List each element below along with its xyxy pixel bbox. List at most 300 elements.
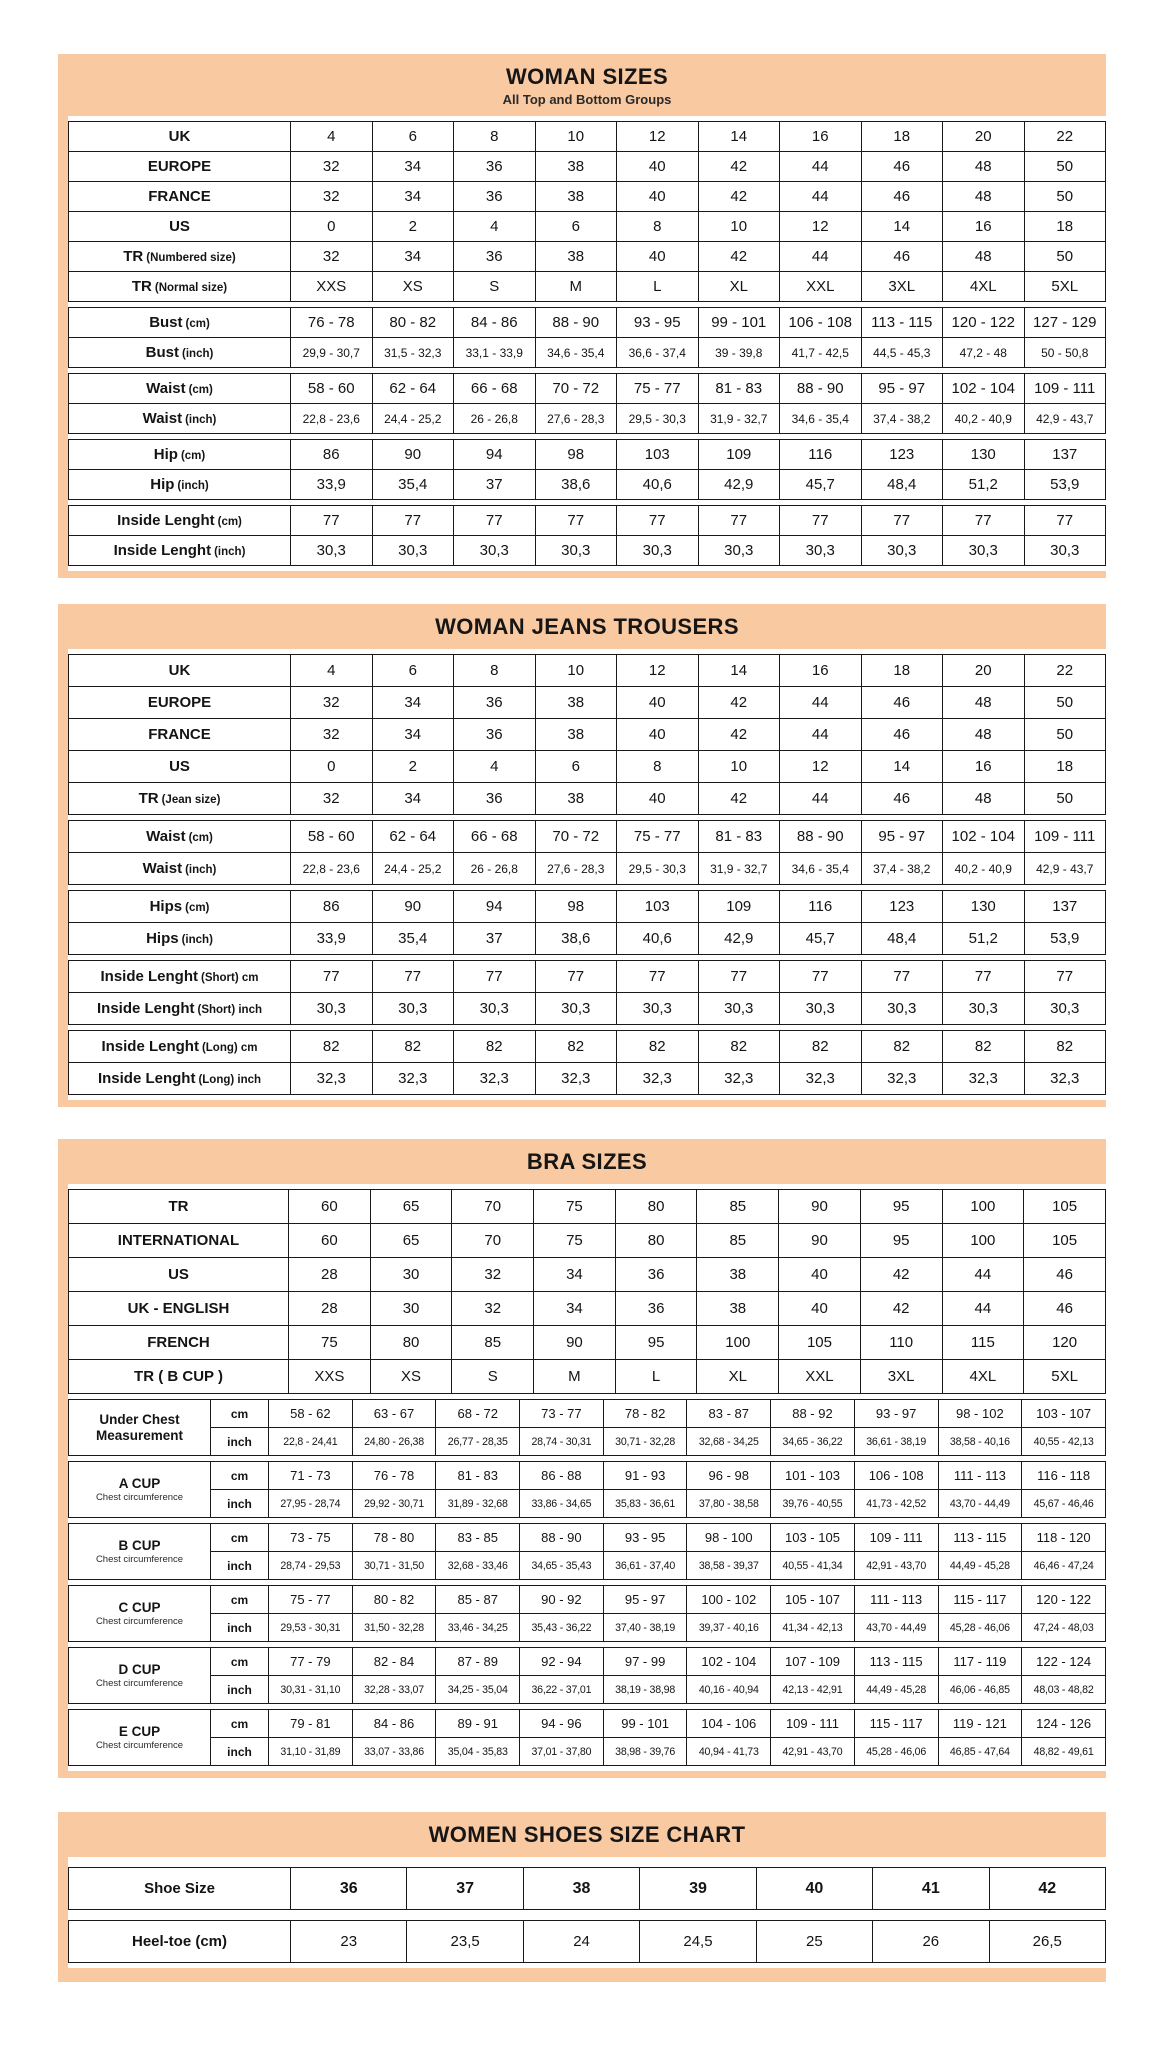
value-cell: 0 <box>291 212 373 242</box>
value-cell: 75 <box>534 1190 616 1224</box>
value-cell: 73 - 75 <box>269 1524 353 1552</box>
value-cell: 34 <box>372 783 454 815</box>
value-cell: 30,3 <box>943 536 1025 566</box>
value-cell: 111 - 113 <box>938 1462 1022 1490</box>
value-cell: 77 <box>1024 506 1106 536</box>
value-cell: 30,3 <box>535 536 617 566</box>
value-cell: 130 <box>943 440 1025 470</box>
value-cell: 38 <box>535 783 617 815</box>
value-cell: 41,7 - 42,5 <box>780 338 862 368</box>
value-cell: 30,3 <box>861 536 943 566</box>
value-cell: 12 <box>617 655 699 687</box>
row-label <box>69 993 291 1025</box>
value-cell: 16 <box>943 751 1025 783</box>
row-label <box>69 1031 291 1063</box>
value-cell: 81 - 83 <box>698 374 780 404</box>
value-cell: 30,3 <box>1024 536 1106 566</box>
bra-sizes-table-content <box>68 1139 1106 1778</box>
table-row <box>69 1428 1106 1456</box>
value-cell: 98 <box>535 440 617 470</box>
value-cell: 34,25 - 35,04 <box>436 1676 520 1704</box>
value-cell: 85 <box>697 1190 779 1224</box>
value-cell: 39,37 - 40,16 <box>687 1614 771 1642</box>
row-group-label-note: Chest circumference <box>95 1740 184 1752</box>
row-label-text: Inside Lenght <box>101 1037 199 1055</box>
value-cell: 38 <box>535 687 617 719</box>
table-row <box>69 1031 1106 1063</box>
table-row <box>69 536 1106 566</box>
row-group-label-note: Chest circumference <box>95 1554 184 1566</box>
value-cell: 77 <box>698 506 780 536</box>
value-cell: 75 - 77 <box>269 1586 353 1614</box>
value-cell: 10 <box>698 751 780 783</box>
value-cell: 22,8 - 23,6 <box>291 853 373 885</box>
value-cell: 6 <box>535 751 617 783</box>
row-group-label <box>69 1586 211 1642</box>
bust-rows <box>68 307 1106 368</box>
value-cell: 80 <box>615 1190 697 1224</box>
value-cell: 40,55 - 42,13 <box>1022 1428 1106 1456</box>
value-cell: 4XL <box>943 272 1025 302</box>
table-row <box>69 122 1106 152</box>
value-cell: 50 <box>1024 182 1106 212</box>
unit-cell: cm <box>211 1462 269 1490</box>
value-cell: 23 <box>291 1921 407 1963</box>
row-label <box>69 961 291 993</box>
value-cell: 71 - 73 <box>269 1462 353 1490</box>
value-cell: 48,03 - 48,82 <box>1022 1676 1106 1704</box>
value-cell: 42 <box>698 687 780 719</box>
value-cell: 75 <box>289 1326 371 1360</box>
value-cell: 42 <box>989 1868 1105 1910</box>
value-cell: 30,3 <box>943 993 1025 1025</box>
value-cell: 75 <box>534 1224 616 1258</box>
table-row <box>69 1490 1106 1518</box>
row-label-note: (inch) <box>182 347 214 360</box>
table-row <box>69 242 1106 272</box>
value-cell: 34,6 - 35,4 <box>535 338 617 368</box>
row-label <box>69 404 291 434</box>
value-cell: 16 <box>943 212 1025 242</box>
accent-stripe-left <box>58 1139 68 1778</box>
row-label-text: Shoe Size <box>144 1879 215 1897</box>
value-cell: 32,3 <box>291 1063 373 1095</box>
row-label-text: INTERNATIONAL <box>117 1231 240 1249</box>
value-cell: 24,4 - 25,2 <box>372 853 454 885</box>
row-label-text: TR <box>168 1197 189 1215</box>
value-cell: 31,9 - 32,7 <box>698 404 780 434</box>
row-group-label-note: Chest circumference <box>95 1616 184 1628</box>
value-cell: 41,73 - 42,52 <box>854 1490 938 1518</box>
row-label <box>69 1326 289 1360</box>
value-cell: 58 - 60 <box>291 374 373 404</box>
value-cell: 44 <box>780 182 862 212</box>
value-cell: 43,70 - 44,49 <box>854 1614 938 1642</box>
row-label <box>69 1292 289 1326</box>
value-cell: 31,50 - 32,28 <box>352 1614 436 1642</box>
value-cell: 38,6 <box>535 470 617 500</box>
table-row <box>69 182 1106 212</box>
value-cell: 24,4 - 25,2 <box>372 404 454 434</box>
row-label-text: Inside Lenght <box>100 967 198 985</box>
value-cell: 20 <box>943 655 1025 687</box>
value-cell: 85 <box>452 1326 534 1360</box>
value-cell: 42,9 - 43,7 <box>1024 853 1106 885</box>
value-cell: 45,28 - 46,06 <box>938 1614 1022 1642</box>
value-cell: 90 - 92 <box>520 1586 604 1614</box>
value-cell: 115 - 117 <box>938 1586 1022 1614</box>
row-label-text: Hips <box>149 897 183 915</box>
table-row <box>69 338 1106 368</box>
value-cell: 104 - 106 <box>687 1710 771 1738</box>
value-cell: 30 <box>370 1292 452 1326</box>
row-label-text: US <box>168 1265 189 1283</box>
value-cell: 22 <box>1024 122 1106 152</box>
table-row <box>69 308 1106 338</box>
value-cell: 46 <box>861 152 943 182</box>
jean-waist-rows <box>68 820 1106 885</box>
row-label-note: (Numbered size) <box>146 251 236 264</box>
value-cell: S <box>454 272 536 302</box>
value-cell: 30,3 <box>617 536 699 566</box>
row-label-text: Hip <box>150 475 175 493</box>
accent-stripe-left <box>58 604 68 1107</box>
value-cell: L <box>615 1360 697 1394</box>
value-cell: 90 <box>372 440 454 470</box>
value-cell: 30,71 - 32,28 <box>603 1428 687 1456</box>
value-cell: 53,9 <box>1024 923 1106 955</box>
value-cell: 47,24 - 48,03 <box>1022 1614 1106 1642</box>
table-row <box>69 1326 1106 1360</box>
row-label-note: (cm) <box>188 831 213 844</box>
value-cell: 43,70 - 44,49 <box>938 1490 1022 1518</box>
row-label-text: UK - ENGLISH <box>127 1299 230 1317</box>
value-cell: 32,3 <box>698 1063 780 1095</box>
shoe-size-row <box>68 1867 1106 1910</box>
value-cell: 36 <box>615 1258 697 1292</box>
value-cell: 98 - 100 <box>687 1524 771 1552</box>
value-cell: 66 - 68 <box>454 821 536 853</box>
value-cell: 93 - 95 <box>617 308 699 338</box>
unit-cell: inch <box>211 1490 269 1518</box>
value-cell: 36 <box>291 1868 407 1910</box>
value-cell: 95 <box>860 1224 942 1258</box>
value-cell: 44,5 - 45,3 <box>861 338 943 368</box>
value-cell: 35,43 - 36,22 <box>520 1614 604 1642</box>
value-cell: 100 - 102 <box>687 1586 771 1614</box>
value-cell: 77 <box>861 961 943 993</box>
value-cell: 45,28 - 46,06 <box>854 1738 938 1766</box>
table-title: WOMEN SHOES SIZE CHART <box>428 1822 746 1847</box>
value-cell: 30,3 <box>698 993 780 1025</box>
value-cell: 30,3 <box>454 993 536 1025</box>
value-cell: 34,6 - 35,4 <box>780 404 862 434</box>
value-cell: 99 - 101 <box>698 308 780 338</box>
hip-rows <box>68 439 1106 500</box>
inside-length-rows <box>68 505 1106 566</box>
table-row <box>69 404 1106 434</box>
value-cell: 95 - 97 <box>861 821 943 853</box>
row-label-text: TR <box>123 247 144 265</box>
value-cell: 14 <box>861 751 943 783</box>
value-cell: 35,04 - 35,83 <box>436 1738 520 1766</box>
value-cell: 130 <box>943 891 1025 923</box>
value-cell: 29,92 - 30,71 <box>352 1490 436 1518</box>
row-label-note: (cm) <box>180 449 206 462</box>
value-cell: 32,3 <box>780 1063 862 1095</box>
value-cell: 38 <box>535 719 617 751</box>
value-cell: 48 <box>943 152 1025 182</box>
row-label-text: Waist <box>142 409 183 427</box>
row-label-text: Inside Lenght <box>113 541 212 559</box>
value-cell: 77 <box>372 961 454 993</box>
value-cell: 42 <box>698 182 780 212</box>
row-label-note: (cm) <box>185 901 210 914</box>
value-cell: 90 <box>534 1326 616 1360</box>
row-label-text: Heel-toe (cm) <box>131 1932 228 1950</box>
value-cell: 32,3 <box>535 1063 617 1095</box>
value-cell: 40 <box>779 1292 861 1326</box>
value-cell: 80 <box>615 1224 697 1258</box>
value-cell: 28 <box>289 1292 371 1326</box>
accent-stripe-bottom <box>68 1771 1106 1778</box>
value-cell: 30,3 <box>617 993 699 1025</box>
value-cell: 88 - 92 <box>771 1400 855 1428</box>
value-cell: L <box>617 272 699 302</box>
value-cell: 44 <box>942 1292 1024 1326</box>
value-cell: 122 - 124 <box>1022 1648 1106 1676</box>
value-cell: 12 <box>617 122 699 152</box>
value-cell: 37,01 - 37,80 <box>520 1738 604 1766</box>
value-cell: 86 <box>291 891 373 923</box>
value-cell: 33,9 <box>291 470 373 500</box>
value-cell: 105 <box>1024 1224 1106 1258</box>
value-cell: 40 <box>617 719 699 751</box>
value-cell: 32 <box>452 1292 534 1326</box>
value-cell: 29,53 - 30,31 <box>269 1614 353 1642</box>
value-cell: 70 - 72 <box>535 374 617 404</box>
value-cell: 8 <box>617 212 699 242</box>
value-cell: 39,76 - 40,55 <box>771 1490 855 1518</box>
value-cell: 38 <box>535 242 617 272</box>
value-cell: M <box>534 1360 616 1394</box>
value-cell: 37 <box>454 923 536 955</box>
value-cell: 32,68 - 33,46 <box>436 1552 520 1580</box>
value-cell: 36 <box>454 242 536 272</box>
row-label <box>69 655 291 687</box>
value-cell: 118 - 120 <box>1022 1524 1106 1552</box>
value-cell: 84 - 86 <box>352 1710 436 1738</box>
row-group-label-text: E CUP <box>118 1723 161 1739</box>
value-cell: 3XL <box>861 272 943 302</box>
value-cell: 27,6 - 28,3 <box>535 853 617 885</box>
value-cell: 34 <box>372 182 454 212</box>
value-cell: 90 <box>779 1224 861 1258</box>
value-cell: 119 - 121 <box>938 1710 1022 1738</box>
row-label <box>69 470 291 500</box>
value-cell: 30,3 <box>780 536 862 566</box>
value-cell: 77 <box>943 961 1025 993</box>
value-cell: 77 <box>943 506 1025 536</box>
row-group-label <box>69 1710 211 1766</box>
row-label-note: (inch) <box>177 479 209 492</box>
value-cell: 42,91 - 43,70 <box>854 1552 938 1580</box>
value-cell: 90 <box>779 1190 861 1224</box>
value-cell: 18 <box>1024 751 1106 783</box>
row-label-text: EUROPE <box>147 693 212 711</box>
row-label <box>69 923 291 955</box>
value-cell: 20 <box>943 122 1025 152</box>
table-title: WOMAN SIZES <box>505 64 669 89</box>
value-cell: 68 - 72 <box>436 1400 520 1428</box>
row-label-note: (inch) <box>214 545 246 558</box>
value-cell: 82 <box>617 1031 699 1063</box>
value-cell: 106 - 108 <box>780 308 862 338</box>
unit-cell: inch <box>211 1552 269 1580</box>
value-cell: 91 - 93 <box>603 1462 687 1490</box>
value-cell: 34 <box>372 719 454 751</box>
value-cell: 40 <box>617 152 699 182</box>
row-label-text: TR <box>138 789 159 807</box>
value-cell: 42,91 - 43,70 <box>771 1738 855 1766</box>
value-cell: 46 <box>1024 1258 1106 1292</box>
row-label-text: Hips <box>146 929 179 947</box>
row-label <box>69 152 291 182</box>
row-label <box>69 242 291 272</box>
d-cup-rows <box>68 1647 1106 1704</box>
value-cell: 82 <box>780 1031 862 1063</box>
value-cell: 60 <box>289 1190 371 1224</box>
value-cell: 25 <box>756 1921 872 1963</box>
value-cell: 103 <box>617 440 699 470</box>
value-cell: 2 <box>372 212 454 242</box>
value-cell: 77 - 79 <box>269 1648 353 1676</box>
value-cell: 31,89 - 32,68 <box>436 1490 520 1518</box>
value-cell: XL <box>697 1360 779 1394</box>
value-cell: 4XL <box>942 1360 1024 1394</box>
value-cell: 41 <box>873 1868 989 1910</box>
value-cell: 32 <box>291 242 373 272</box>
value-cell: 29,9 - 30,7 <box>291 338 373 368</box>
value-cell: 103 - 105 <box>771 1524 855 1552</box>
value-cell: 87 - 89 <box>436 1648 520 1676</box>
table-row <box>69 1292 1106 1326</box>
value-cell: 16 <box>780 655 862 687</box>
inside-length-short-rows <box>68 960 1106 1025</box>
value-cell: 50 <box>1024 152 1106 182</box>
row-label <box>69 272 291 302</box>
accent-stripe-left <box>58 54 68 578</box>
row-label-text: US <box>169 757 190 775</box>
value-cell: 77 <box>617 506 699 536</box>
value-cell: 40 <box>617 783 699 815</box>
table-title: WOMAN JEANS TROUSERS <box>435 614 739 639</box>
row-label-text: TR ( B CUP ) <box>134 1367 223 1385</box>
value-cell: 22,8 - 24,41 <box>269 1428 353 1456</box>
table-row <box>69 687 1106 719</box>
row-label-note: (cm) <box>185 317 210 330</box>
value-cell: 32,3 <box>1024 1063 1106 1095</box>
value-cell: 90 <box>372 891 454 923</box>
value-cell: 70 <box>452 1224 534 1258</box>
value-cell: 26 <box>873 1921 989 1963</box>
value-cell: 28,74 - 30,31 <box>520 1428 604 1456</box>
row-group-label-text: C CUP <box>118 1599 161 1615</box>
value-cell: 77 <box>372 506 454 536</box>
value-cell: 4 <box>454 212 536 242</box>
value-cell: 103 <box>617 891 699 923</box>
value-cell: 73 - 77 <box>520 1400 604 1428</box>
value-cell: 33,07 - 33,86 <box>352 1738 436 1766</box>
value-cell: 33,86 - 34,65 <box>520 1490 604 1518</box>
value-cell: 0 <box>291 751 373 783</box>
row-label <box>69 374 291 404</box>
value-cell: 40,2 - 40,9 <box>943 853 1025 885</box>
table-title-band <box>68 54 1106 116</box>
value-cell: 109 <box>698 891 780 923</box>
value-cell: 50 <box>1024 242 1106 272</box>
table-row <box>69 506 1106 536</box>
table-row <box>69 1462 1106 1490</box>
value-cell: 40,2 - 40,9 <box>943 404 1025 434</box>
value-cell: 40,16 - 40,94 <box>687 1676 771 1704</box>
value-cell: 53,9 <box>1024 470 1106 500</box>
value-cell: 98 - 102 <box>938 1400 1022 1428</box>
row-label-note: (Long) cm <box>201 1041 258 1054</box>
value-cell: 94 - 96 <box>520 1710 604 1738</box>
value-cell: 46 <box>861 783 943 815</box>
value-cell: 42 <box>698 152 780 182</box>
value-cell: 24,5 <box>640 1921 756 1963</box>
value-cell: 38 <box>697 1258 779 1292</box>
value-cell: 34 <box>372 242 454 272</box>
row-label-text: UK <box>168 127 191 145</box>
value-cell: 50 - 50,8 <box>1024 338 1106 368</box>
value-cell: 38 <box>697 1292 779 1326</box>
woman-jeans-trousers-table-content <box>68 604 1106 1107</box>
value-cell: 82 <box>861 1031 943 1063</box>
table-row <box>69 1586 1106 1614</box>
value-cell: 10 <box>535 655 617 687</box>
value-cell: 77 <box>535 961 617 993</box>
value-cell: 77 <box>780 961 862 993</box>
value-cell: 8 <box>454 122 536 152</box>
value-cell: 36 <box>454 152 536 182</box>
value-cell: 37 <box>454 470 536 500</box>
value-cell: 95 <box>860 1190 942 1224</box>
value-cell: 42,9 <box>698 470 780 500</box>
value-cell: 94 <box>454 891 536 923</box>
table-title-band <box>68 1812 1106 1857</box>
value-cell: 62 - 64 <box>372 374 454 404</box>
value-cell: 26,77 - 28,35 <box>436 1428 520 1456</box>
value-cell: 18 <box>861 655 943 687</box>
value-cell: 93 - 97 <box>854 1400 938 1428</box>
value-cell: 42 <box>860 1292 942 1326</box>
value-cell: 38 <box>523 1868 639 1910</box>
value-cell: 26 - 26,8 <box>454 404 536 434</box>
value-cell: 100 <box>942 1224 1024 1258</box>
row-label-note: (Long) inch <box>198 1073 262 1086</box>
value-cell: 38,58 - 39,37 <box>687 1552 771 1580</box>
table-row <box>69 1552 1106 1580</box>
value-cell: 34,6 - 35,4 <box>780 853 862 885</box>
value-cell: 40 <box>779 1258 861 1292</box>
row-group-label <box>69 1400 211 1456</box>
value-cell: 29,5 - 30,3 <box>617 404 699 434</box>
row-label <box>69 212 291 242</box>
table-row <box>69 440 1106 470</box>
